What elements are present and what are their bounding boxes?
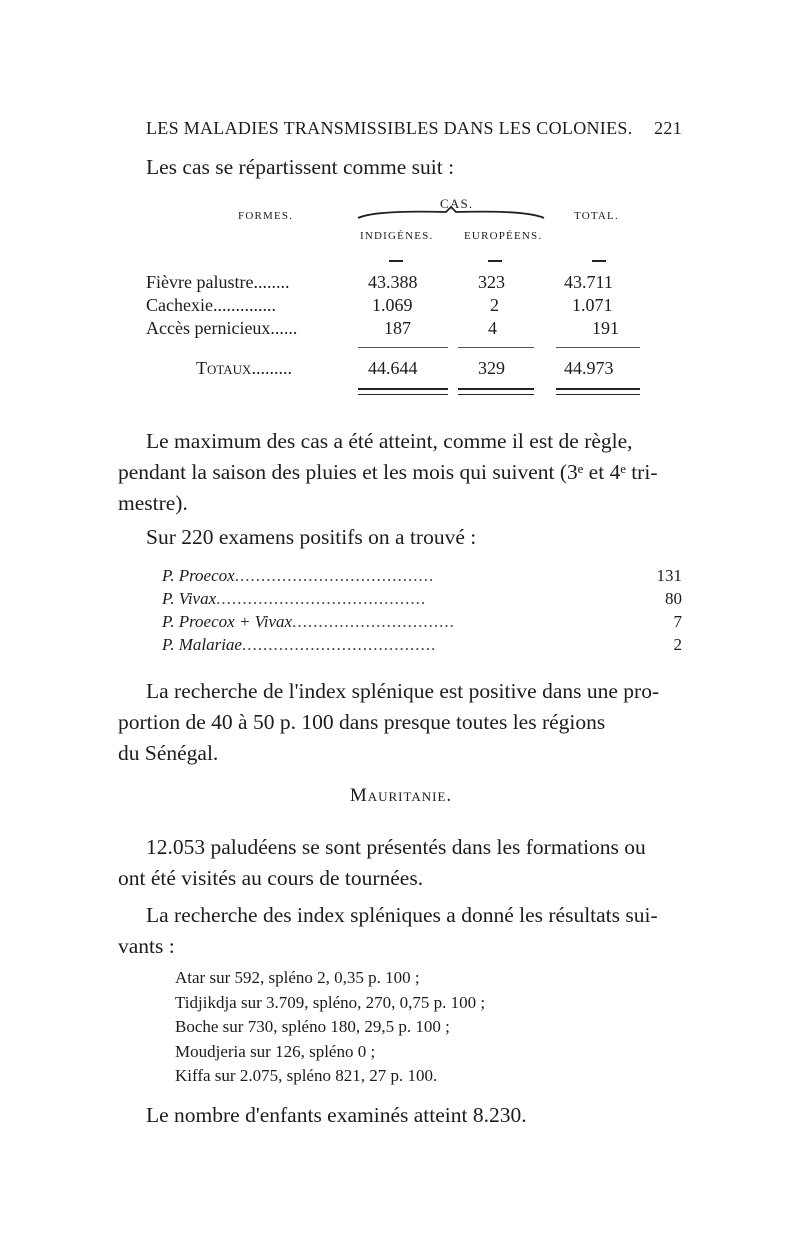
line: du Sénégal. [118,741,219,765]
town-results-list [175,966,485,1089]
leader-dots: ..................................... [241,635,437,654]
col-header-cas: CAS. [440,196,474,211]
col-header-total: TOTAL. [574,210,619,222]
section-title: Mauritanie. [349,785,453,806]
line: La recherche des index spléniques a donné les résultats sui- [146,903,658,927]
paragraph-index-resultats [118,900,684,962]
row-indigenes: 43.388 [368,272,418,292]
list-item [162,612,682,636]
row-total: 1.071 [572,295,613,315]
species-count: 131 [656,566,682,585]
species-name: P. Malariae [162,635,242,654]
row-label: Accès pernicieux...... [146,318,298,338]
line: vants : [118,934,175,958]
paragraph-paludeens [118,832,684,894]
line: portion de 40 à 50 p. 100 dans presque toutes les régions [118,710,606,734]
line: 12.053 paludéens se sont présentés dans les formations ou [146,835,646,859]
line: pendant la saison des pluies et les mois qui suivent (3ᵉ et 4ᵉ tri- [118,460,658,484]
intro-sentence: Les cas se répartissent comme suit : [146,155,455,179]
row-total: 191 [592,318,619,338]
sum-rule-total [556,347,640,348]
row-indigenes: 1.069 [372,295,413,315]
totals-total: 44.973 [564,358,614,378]
list-item: Moudjeria sur 126, spléno 0 ; [175,1041,376,1061]
dash-indigenes [389,260,403,262]
list-item [162,635,682,659]
col-header-europeens: EUROPÉENS. [464,230,543,242]
species-count: 80 [665,589,682,608]
row-europeens: 323 [478,272,505,292]
paragraph-examens: Sur 220 examens positifs on a trouvé : [146,525,477,549]
species-name: P. Proecox + Vivax [162,612,293,631]
section-heading-mauritanie [118,780,684,811]
species-count: 7 [673,612,682,631]
row-total: 43.711 [564,272,613,292]
leader-dots: ........................................ [216,589,427,608]
leader-dots: ............................... [292,612,455,631]
cas-brace [356,206,546,220]
row-europeens: 4 [488,318,497,338]
species-count: 2 [673,635,682,654]
dash-europeens [488,260,502,262]
double-rule-indigenes [358,388,448,395]
line: La recherche de l'index splénique est positive dans une pro- [146,679,660,703]
col-header-formes: FORMES. [238,210,294,222]
totals-label [196,358,292,379]
cases-table [146,188,666,408]
line: ont été visités au cours de tournées. [118,866,424,890]
row-label: Cachexie.............. [146,295,276,315]
list-item [162,566,682,590]
col-header-indigenes: INDIGÈNES. [360,230,434,242]
list-item: Boche sur 730, spléno 180, 29,5 p. 100 ; [175,1017,450,1036]
sum-rule-europeens [458,347,534,348]
species-name: P. Proecox [162,566,235,585]
paragraph-index-splenique [118,676,684,769]
list-item: Kiffa sur 2.075, spléno 821, 27 p. 100. [175,1066,438,1085]
list-item: Atar sur 592, spléno 2, 0,35 p. 100 ; [175,968,420,987]
row-label: Fièvre palustre........ [146,272,290,292]
row-indigenes: 187 [384,318,411,338]
page-number: 221 [654,118,682,138]
line: mestre). [118,491,188,515]
double-rule-total [556,388,640,395]
paragraph-maximum [118,426,684,519]
double-rule-europeens [458,388,534,395]
header-title: LES MALADIES TRANSMISSIBLES DANS LES COLONIES. [146,118,633,138]
totals-label-text: Totaux......... [196,358,292,378]
row-europeens: 2 [490,295,499,315]
list-item: Tidjikdja sur 3.709, spléno, 270, 0,75 p. 100 ; [175,992,486,1012]
line: Le maximum des cas a été atteint, comme il est de règle, [146,429,633,453]
species-name: P. Vivax [162,589,217,608]
dash-total [592,260,606,262]
totals-europeens: 329 [478,358,505,378]
paragraph-enfants: Le nombre d'enfants examinés atteint 8.230. [146,1103,527,1127]
totals-indigenes: 44.644 [368,358,418,378]
running-header [146,118,682,148]
leader-dots: ...................................... [234,566,435,585]
sum-rule-indigenes [358,347,448,348]
list-item [162,589,682,613]
